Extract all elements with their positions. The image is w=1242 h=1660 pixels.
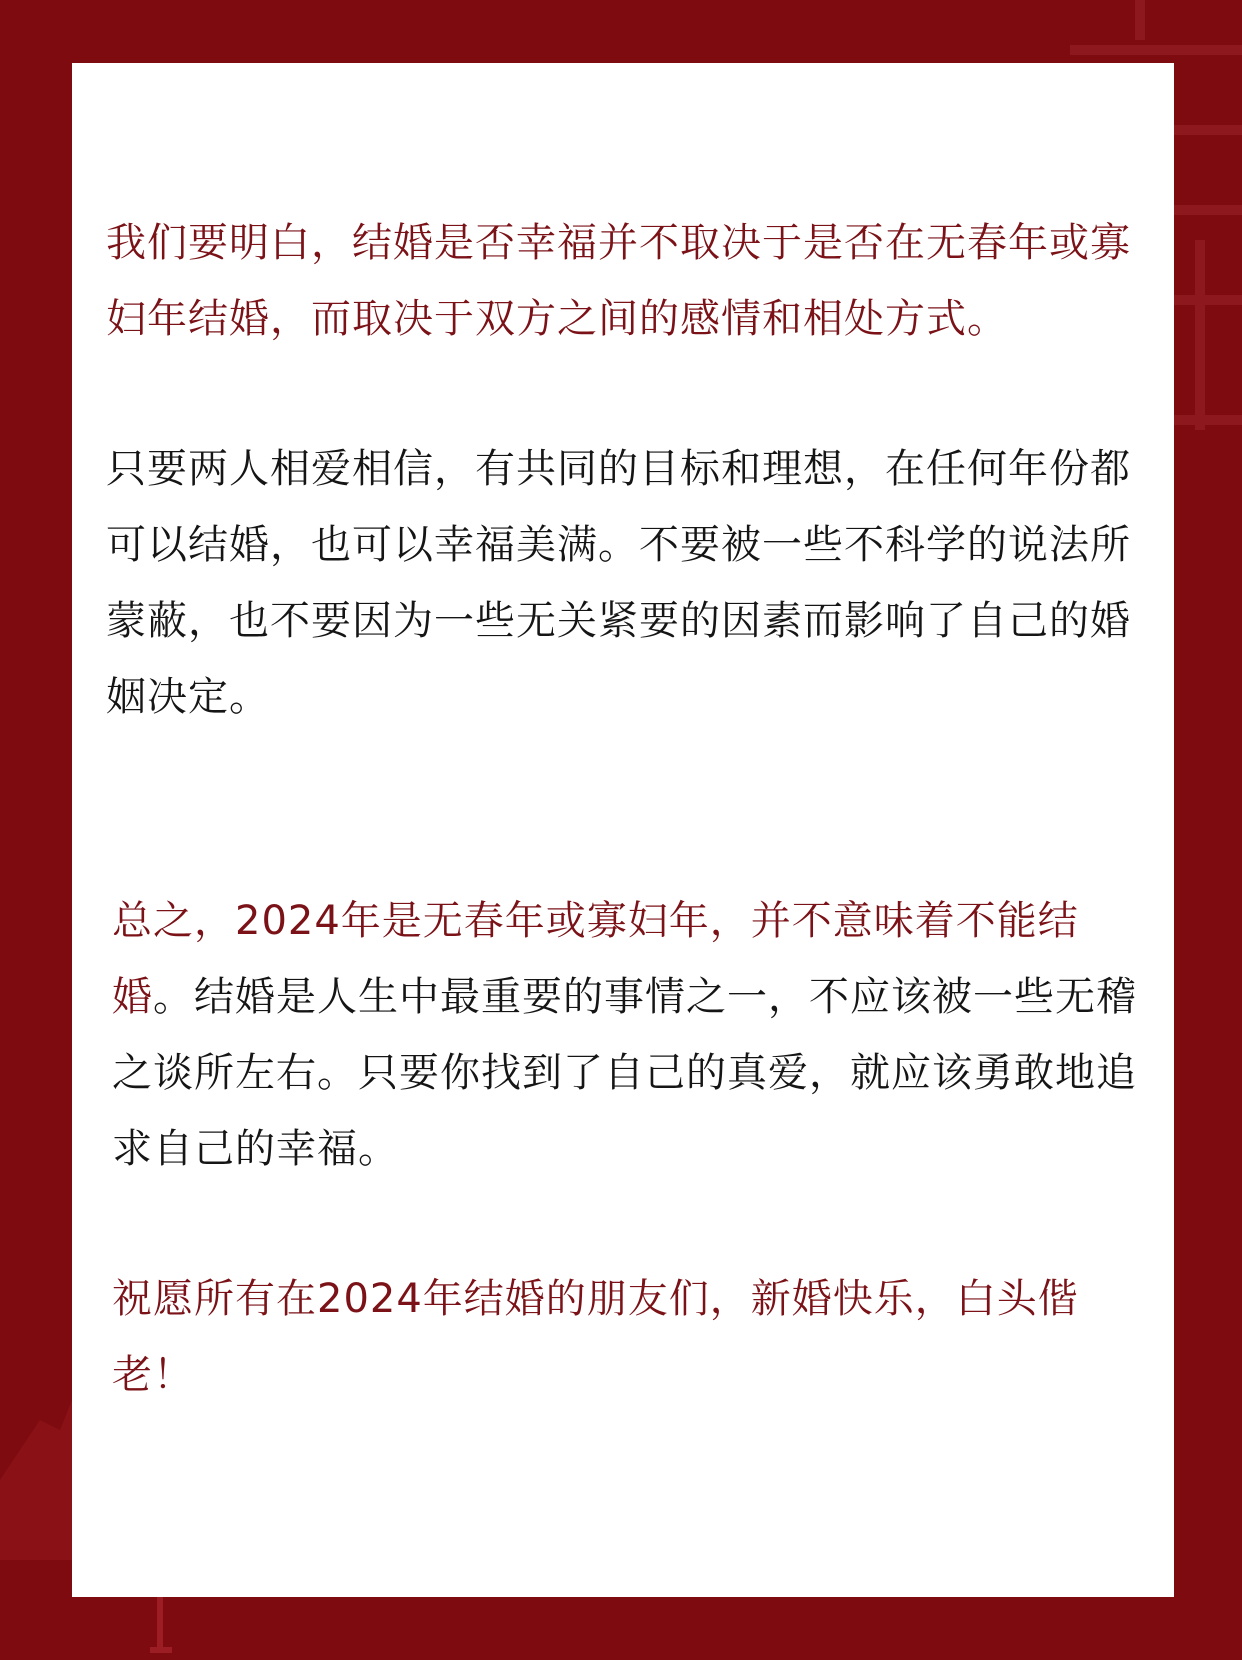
paragraph-wishes: 祝愿所有在2024年结婚的朋友们，新婚快乐，白头偕老！ — [112, 1276, 1079, 1398]
content-card — [72, 63, 1174, 1597]
paragraph-love-and-trust: 只要两人相爱相信，有共同的目标和理想，在任何年份都可以结婚，也可以幸福美满。不要被一些不科学的说法所蒙蔽，也不要因为一些无关紧要的因素而影响了自己的婚姻决定。 — [106, 446, 1131, 720]
paragraph-conclusion — [112, 883, 1142, 1187]
paragraph-happiness-depends: 我们要明白，结婚是否幸福并不取决于是否在无春年或寡妇年结婚，而取决于双方之间的感情和相处方式。 — [106, 220, 1131, 342]
conclusion-highlight: 总之，2024年是无春年或寡妇年，并不意味着不能结婚 — [112, 898, 1079, 1020]
conclusion-body: 。结婚是人生中最重要的事情之一，不应该被一些无稽之谈所左右。只要你找到了自己的真爱，就应该勇敢地追求自己的幸福。 — [112, 974, 1137, 1172]
